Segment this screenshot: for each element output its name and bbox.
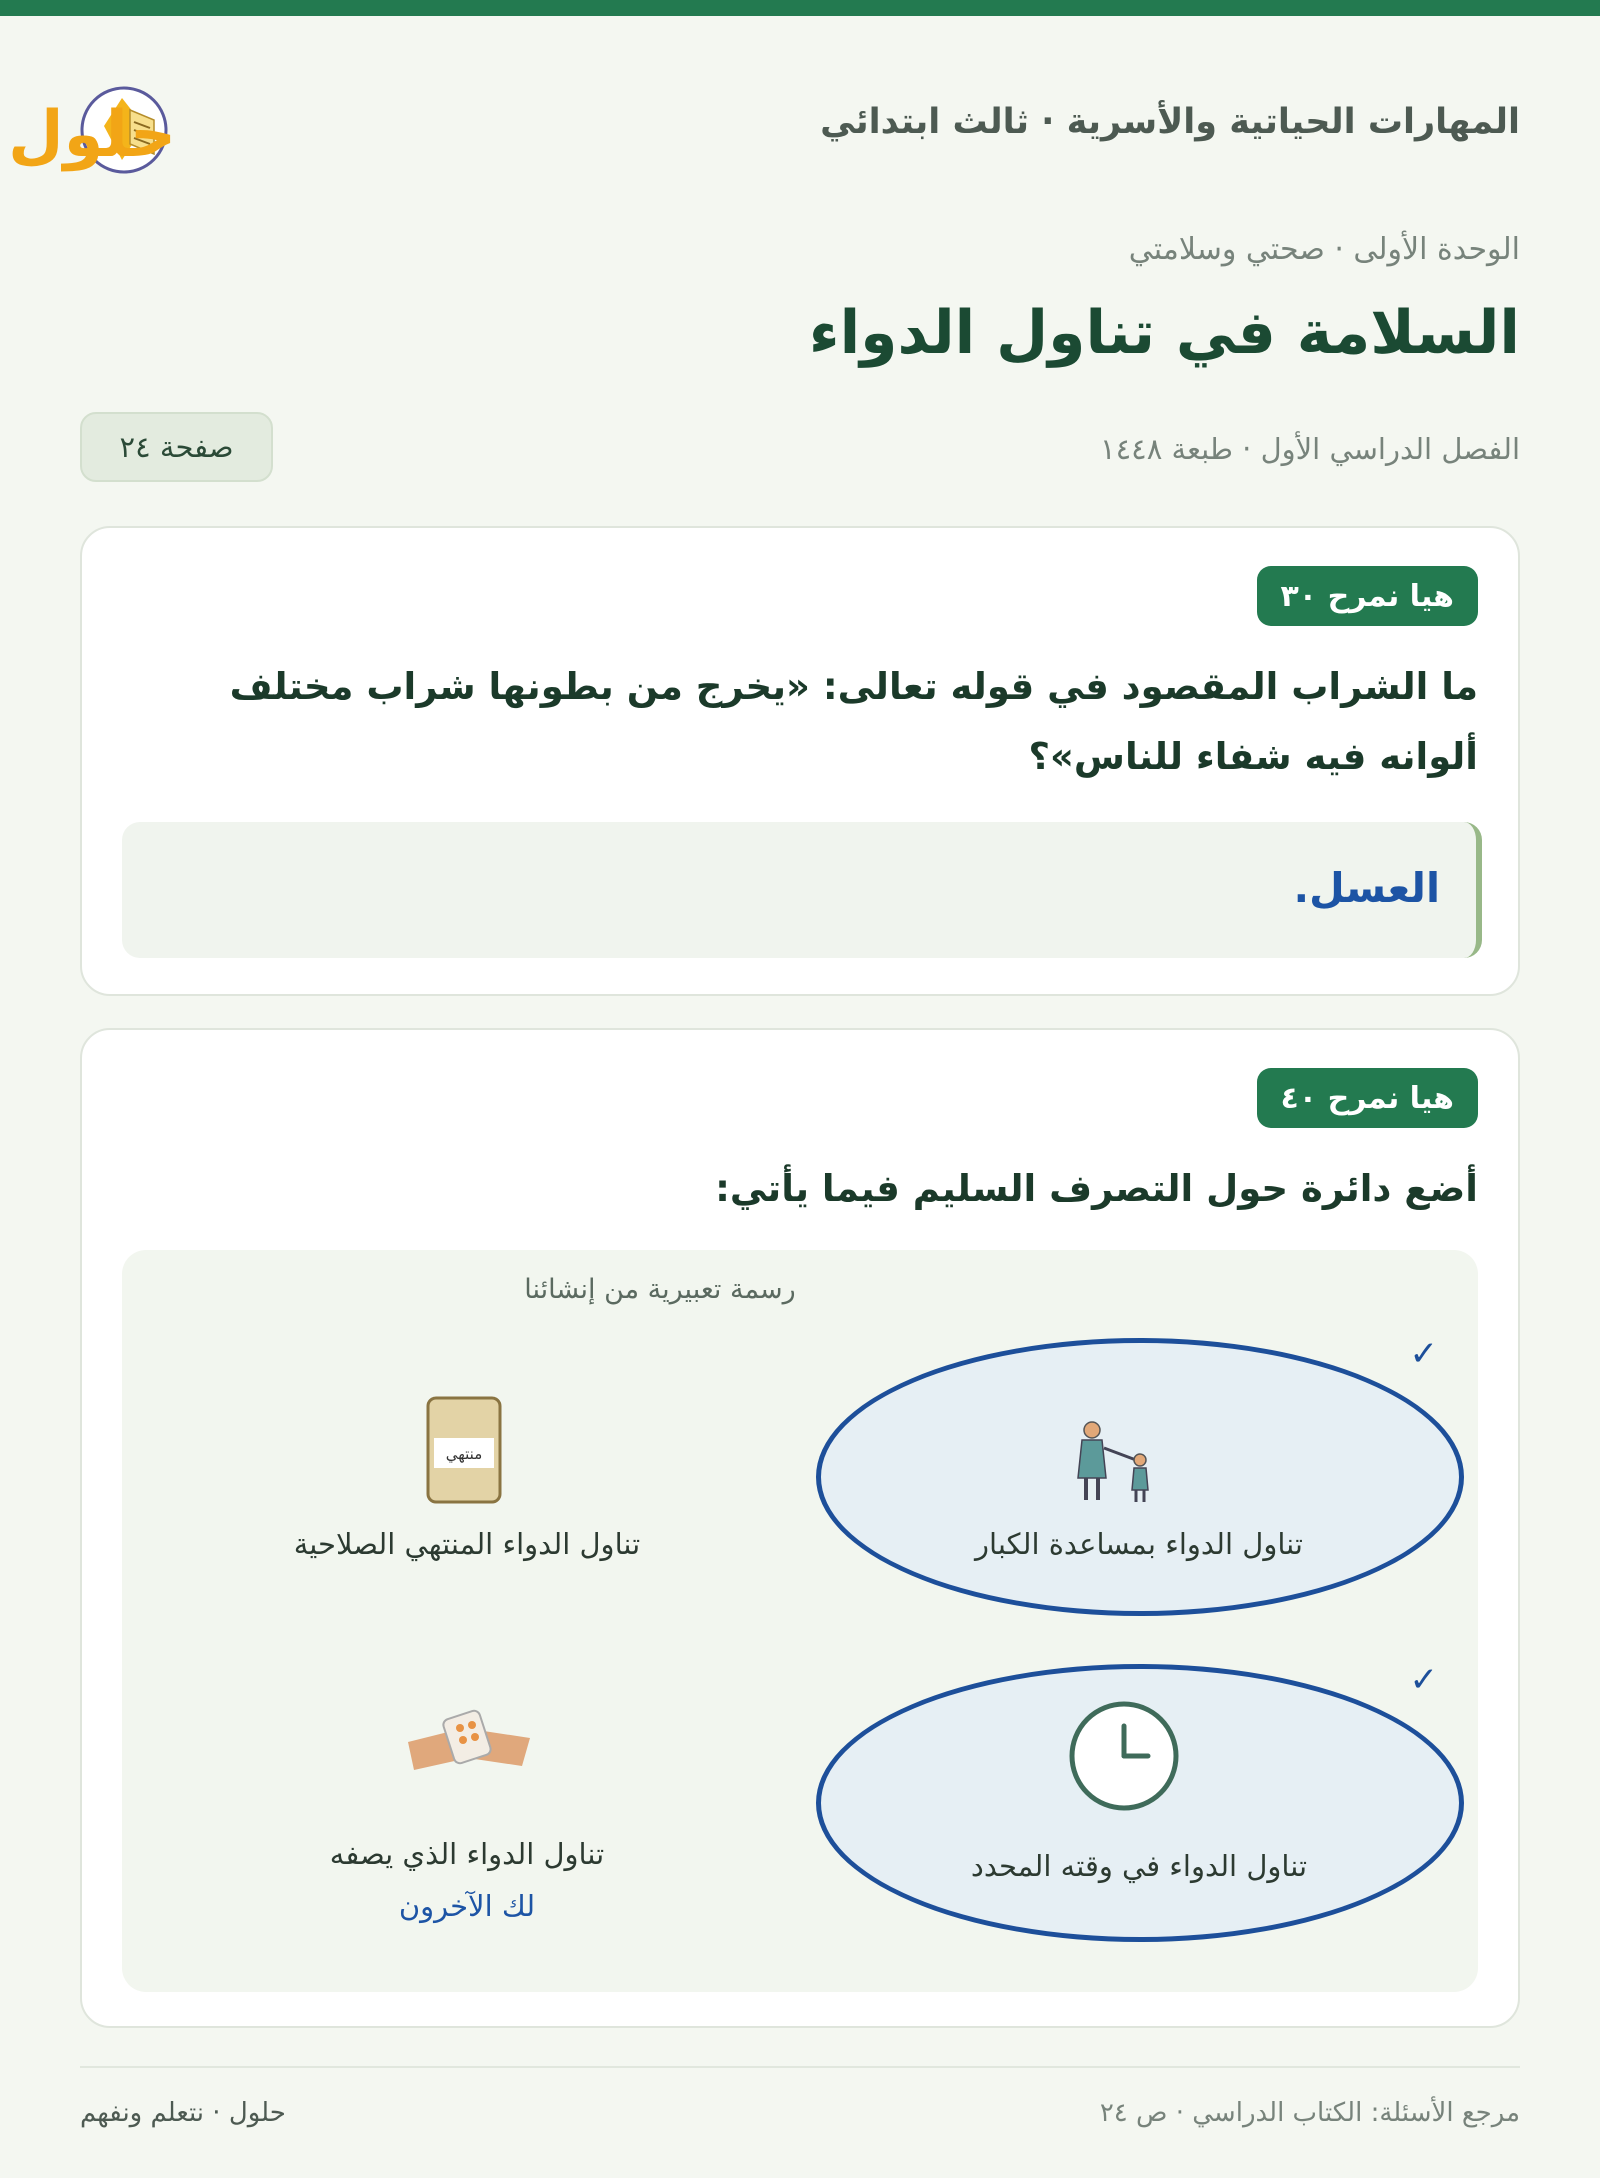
page-title: السلامة في تناول الدواء <box>808 298 1520 368</box>
answer-box <box>122 822 1482 958</box>
expired-label-text: منتهي <box>445 1445 483 1463</box>
subject-title: المهارات الحياتية والأسرية · ثالث ابتدائي <box>820 102 1520 142</box>
check-mark-icon: ✓ <box>1409 1660 1438 1700</box>
expired-medicine-icon <box>424 1394 504 1506</box>
option-label: تناول الدواء المنتهي الصلاحية <box>293 1527 641 1561</box>
exercise-question: أضع دائرة حول التصرف السليم فيما يأتي: <box>715 1167 1478 1210</box>
check-mark-icon: ✓ <box>1409 1334 1438 1374</box>
exercise-question: ما الشراب المقصود في قوله تعالى: «يخرج من بطونها شراب مختلف ألوانه فيه شفاء للناس»؟ <box>229 665 1478 778</box>
exercise-tag: هيا نمرح ٣٠ <box>1257 566 1479 626</box>
unit-label: الوحدة الأولى · صحتي وسلامتي <box>1128 232 1520 267</box>
semester-edition: الفصل الدراسي الأول · طبعة ١٤٤٨ <box>1100 432 1520 466</box>
illustration-caption: رسمة تعبيرية من إنشائنا <box>524 1274 796 1305</box>
page-number-badge: صفحة ٢٤ <box>80 412 273 482</box>
option-with-adults[interactable] <box>800 1320 1478 1620</box>
adult-child-icon <box>1062 1420 1162 1510</box>
footer-reference: مرجع الأسئلة: الكتاب الدراسي · ص ٢٤ <box>1099 2098 1520 2128</box>
exercise-tag: هيا نمرح ٤٠ <box>1257 1068 1479 1128</box>
option-label: تناول الدواء الذي يصفه <box>329 1837 605 1871</box>
hulul-logo[interactable] <box>8 64 360 184</box>
exercise-answer: العسل. <box>1293 864 1440 912</box>
pills-hand-icon <box>404 1708 534 1778</box>
option-label: تناول الدواء بمساعدة الكبار <box>975 1527 1303 1561</box>
clock-icon <box>1066 1698 1182 1814</box>
footer-brand: حلول · نتعلم ونفهم <box>80 2098 286 2128</box>
option-on-time[interactable] <box>800 1646 1478 1946</box>
top-accent-bar <box>0 0 1600 16</box>
footer-divider <box>80 2066 1520 2068</box>
option-label-continued: لك الآخرون <box>398 1889 536 1923</box>
logo-text: حلول <box>8 98 176 172</box>
page-header <box>8 64 1520 184</box>
option-others-prescribed[interactable] <box>162 1646 772 1946</box>
option-label: تناول الدواء في وقته المحدد <box>970 1849 1308 1883</box>
options-panel <box>122 1250 1478 1992</box>
option-expired-medicine[interactable] <box>162 1320 772 1620</box>
exercise-card-30 <box>80 526 1520 996</box>
exercise-card-40 <box>80 1028 1520 2028</box>
